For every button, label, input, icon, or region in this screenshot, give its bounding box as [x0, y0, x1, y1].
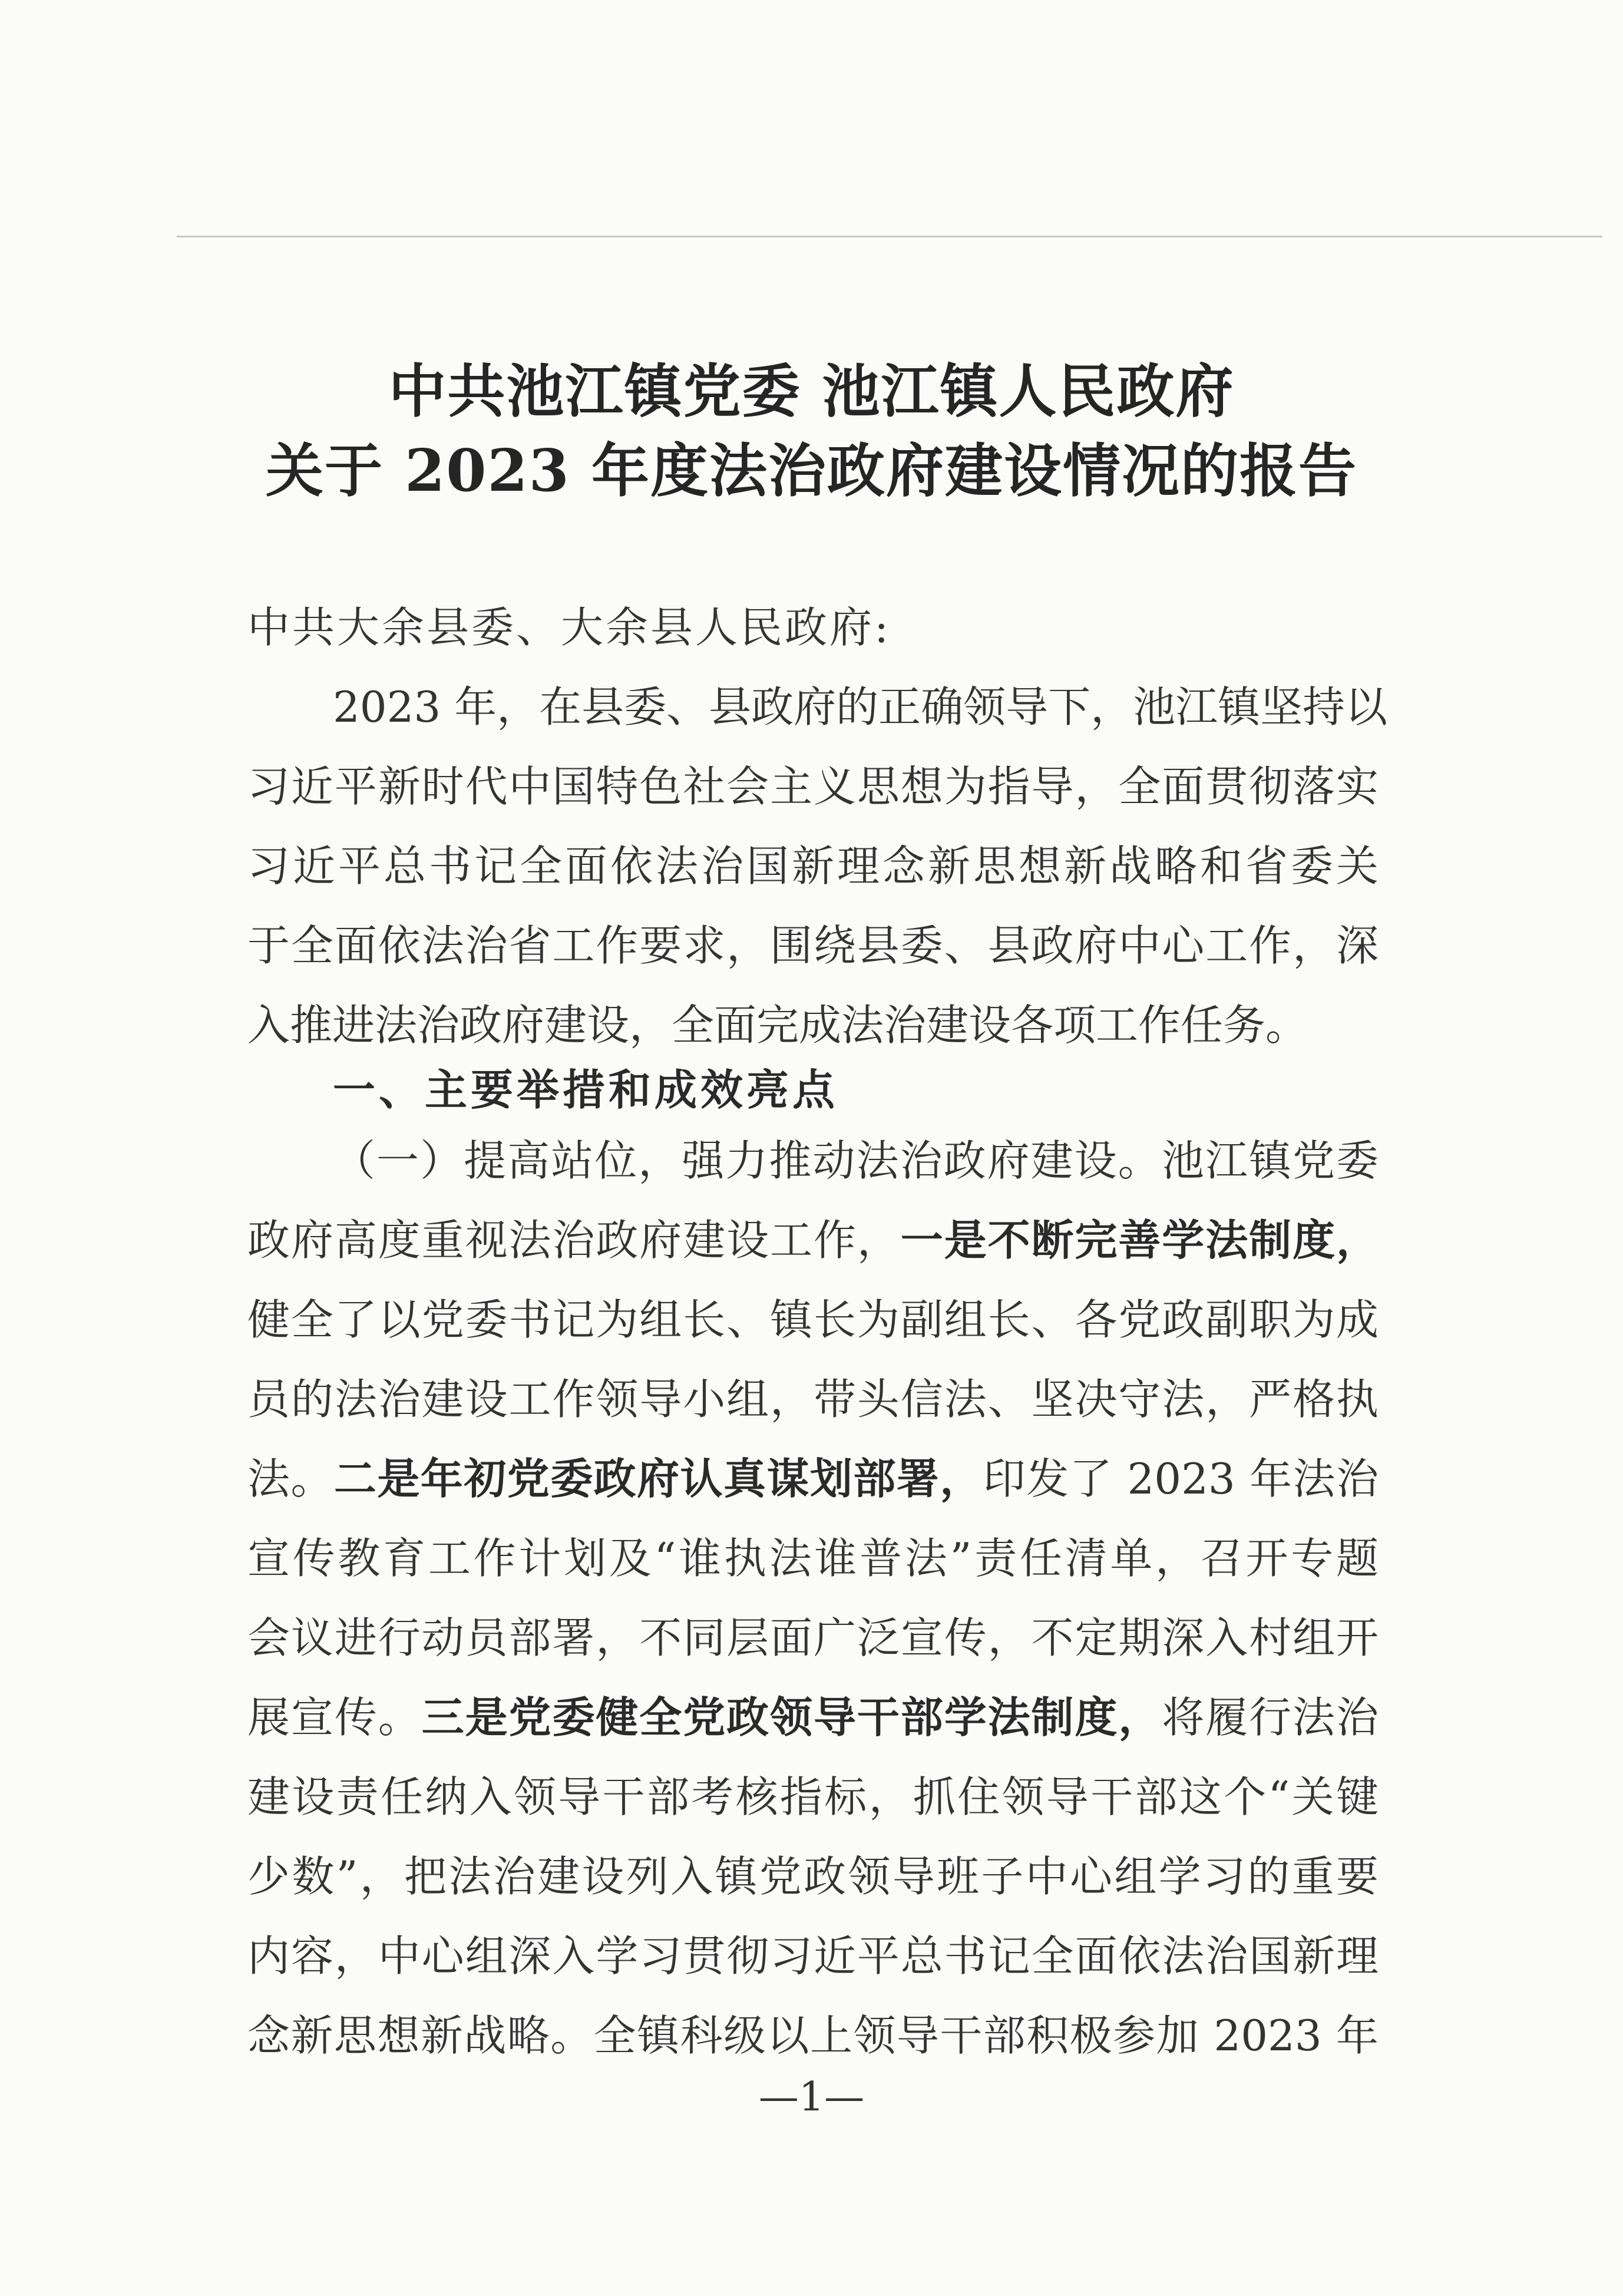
body-text: 政府高度重视法治政府建设工作，: [247, 1215, 901, 1265]
body-line: 健全了以党委书记为组长、镇长为副组长、各党政副职为成: [247, 1295, 1379, 1344]
bold-phrase: 三是党委健全党政领导干部学法制度，: [421, 1693, 1162, 1742]
body-text: 印发了 2023 年法治: [983, 1454, 1379, 1504]
body-line: 念新思想新战略。全镇科级以上领导干部积极参加 2023 年: [247, 2011, 1379, 2060]
bold-phrase: 一是不断完善学法制度，: [900, 1215, 1379, 1265]
body-line: [247, 1211, 1379, 1270]
header-divider: [177, 236, 1602, 237]
document-title-line-2: 关于 2023 年度法治政府建设情况的报告: [266, 437, 1357, 505]
body-text: 展宣传。: [247, 1693, 422, 1742]
body-line: 少数”，把法治建设列入镇党政领导班子中心组学习的重要: [247, 1852, 1379, 1901]
body-line: （一）提高站位，强力推动法治政府建设。池江镇党委: [333, 1136, 1379, 1185]
body-line: 宣传教育工作计划及“谁执法谁普法”责任清单，召开专题: [247, 1534, 1379, 1583]
page-number: —1—: [758, 2074, 865, 2120]
salutation: 中共大余县委、大余县人民政府:: [247, 603, 891, 652]
intro-line: 于全面依法治省工作要求，围绕县委、县政府中心工作，深: [247, 921, 1379, 970]
body-text: 法。: [247, 1454, 334, 1504]
body-line: 建设责任纳入领导干部考核指标，抓住领导干部这个“关键: [247, 1772, 1379, 1822]
document-title-line-1: 中共池江镇党委 池江镇人民政府: [388, 358, 1235, 425]
intro-line: 入推进法治政府建设，全面完成法治建设各项工作任务。: [247, 1000, 1308, 1050]
intro-line: 2023 年，在县委、县政府的正确领导下，池江镇坚持以: [333, 682, 1388, 732]
bold-phrase: 二是年初党委政府认真谋划部署，: [333, 1454, 983, 1504]
body-line: 会议进行动员部署，不同层面广泛宣传，不定期深入村组开: [247, 1613, 1379, 1663]
body-line: 员的法治建设工作领导小组，带头信法、坚决守法，严格执: [247, 1375, 1379, 1424]
body-text: 将履行法治: [1162, 1693, 1379, 1742]
section-heading: 一、主要举措和成效亮点: [333, 1065, 839, 1115]
body-line: [247, 1449, 1379, 1508]
intro-line: 习近平总书记全面依法治国新理念新思想新战略和省委关: [247, 841, 1379, 891]
intro-line: 习近平新时代中国特色社会主义思想为指导，全面贯彻落实: [247, 762, 1379, 811]
body-line: [247, 1688, 1379, 1747]
body-line: 内容，中心组深入学习贯彻习近平总书记全面依法治国新理: [247, 1931, 1379, 1981]
